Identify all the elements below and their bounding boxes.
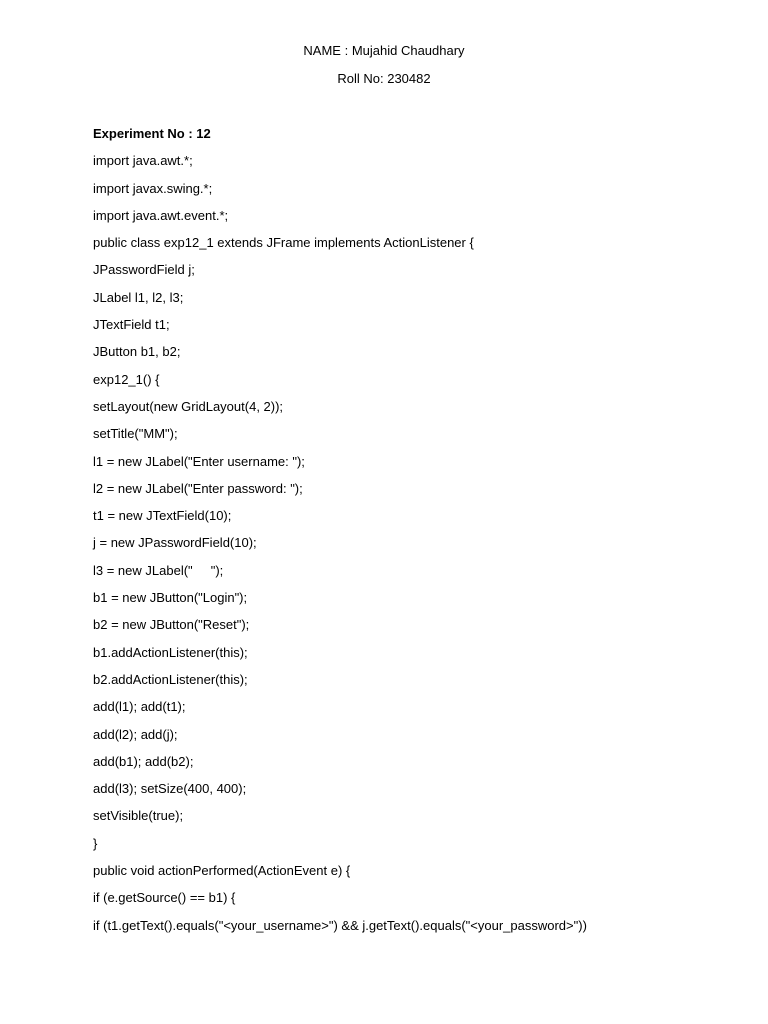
code-line: public class exp12_1 extends JFrame implements ActionListener {	[93, 235, 474, 251]
code-line: if (t1.getText().equals("<your_username>") && j.getText().equals("<your_password>"))	[93, 917, 587, 933]
code-line: setTitle("MM");	[93, 426, 178, 442]
code-line: t1 = new JTextField(10);	[93, 508, 232, 524]
code-line: JLabel l1, l2, l3;	[93, 289, 184, 305]
student-name: NAME : Mujahid Chaudhary	[303, 43, 465, 58]
code-line: l3 = new JLabel(" ");	[93, 562, 224, 578]
code-line: exp12_1() {	[93, 371, 160, 387]
document-body	[93, 126, 733, 945]
code-line: JTextField t1;	[93, 317, 170, 333]
code-line: setLayout(new GridLayout(4, 2));	[93, 398, 284, 414]
code-line: setVisible(true);	[93, 808, 184, 824]
code-line: add(b1); add(b2);	[93, 753, 194, 769]
experiment-title: Experiment No : 12	[93, 126, 211, 141]
code-listing	[93, 153, 733, 945]
code-line: public void actionPerformed(ActionEvent e) {	[93, 863, 351, 879]
code-line: if (e.getSource() == b1) {	[93, 890, 236, 906]
roll-number: Roll No: 230482	[337, 71, 431, 86]
code-line: import java.awt.event.*;	[93, 207, 229, 223]
code-line: import javax.swing.*;	[93, 180, 213, 196]
code-line: l2 = new JLabel("Enter password: ");	[93, 480, 303, 496]
code-line: import java.awt.*;	[93, 153, 193, 169]
code-line: JButton b1, b2;	[93, 344, 181, 360]
code-line: add(l2); add(j);	[93, 726, 178, 742]
code-line: add(l1); add(t1);	[93, 699, 186, 715]
code-line: }	[93, 835, 98, 851]
code-line: j = new JPasswordField(10);	[93, 535, 257, 551]
code-line: b1.addActionListener(this);	[93, 644, 248, 660]
code-line: add(l3); setSize(400, 400);	[93, 781, 247, 797]
code-line: JPasswordField j;	[93, 262, 195, 278]
code-line: b1 = new JButton("Login");	[93, 590, 248, 606]
code-line: b2.addActionListener(this);	[93, 671, 248, 687]
code-line: b2 = new JButton("Reset");	[93, 617, 250, 633]
code-line: l1 = new JLabel("Enter username: ");	[93, 453, 305, 469]
